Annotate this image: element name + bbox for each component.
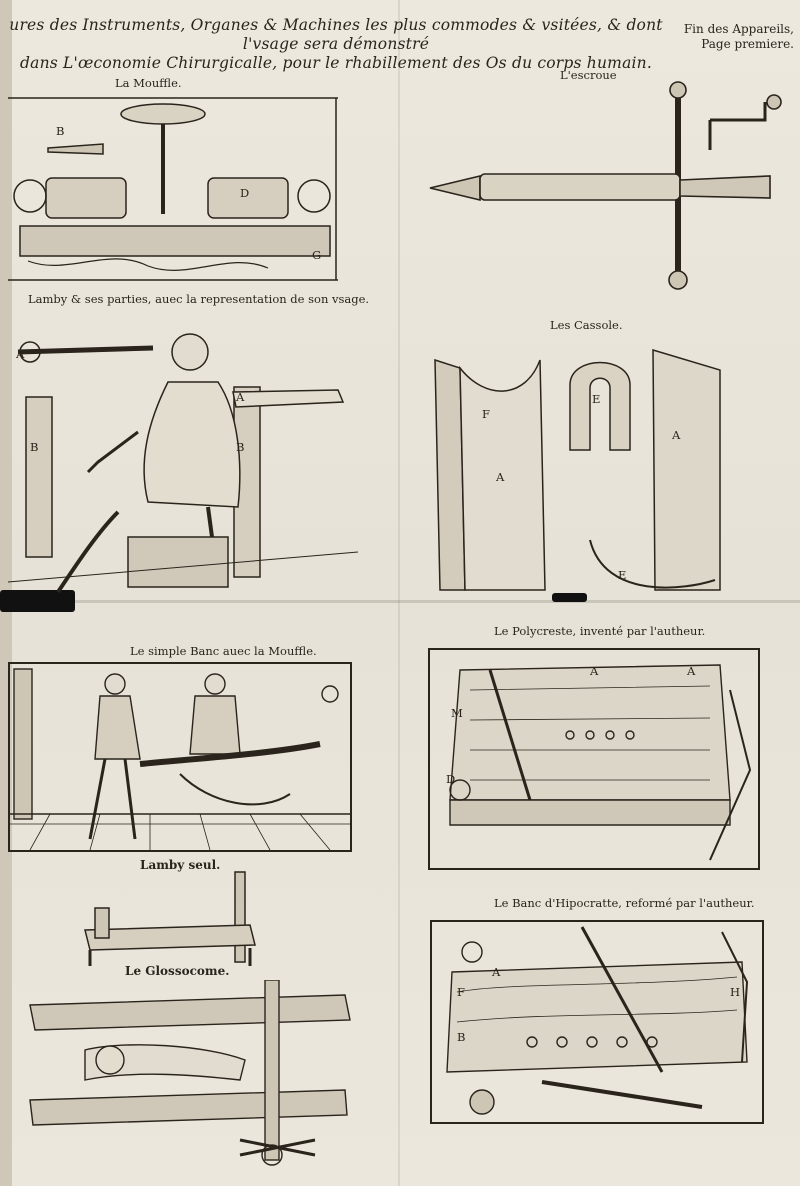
page-reference-line: Page premiere.	[701, 37, 794, 51]
caption-glossocome: Le Glossocome.	[125, 964, 230, 978]
caption-la-mouffle: La Mouffle.	[115, 76, 182, 90]
letter-label: B	[457, 1030, 466, 1044]
plate-les-cassole	[425, 340, 730, 598]
letter-label: D	[446, 772, 456, 786]
letter-label: E	[592, 392, 601, 406]
letter-label: B	[56, 124, 65, 138]
caption-les-cassole: Les Cassole.	[550, 318, 623, 332]
page-reference	[674, 22, 794, 52]
letter-label: F	[482, 407, 490, 421]
plate-polycreste	[428, 648, 760, 870]
letter-label: A	[672, 428, 681, 442]
letter-label: B	[30, 440, 39, 454]
caption-polycreste: Le Polycreste, inventé par l'autheur.	[494, 624, 706, 638]
letter-label: A	[16, 347, 25, 361]
plate-banc-hipocratte	[430, 920, 764, 1124]
title-line: ures des Instruments, Organes & Machines les plus commodes & vsitées, & dont l'vsage sera démonstré	[9, 16, 663, 53]
letter-label: A	[496, 470, 505, 484]
caption-banc-hipocratte: Le Banc d'Hipocratte, reformé par l'autheur.	[494, 896, 755, 910]
page-title	[6, 16, 666, 73]
fold-line	[398, 0, 400, 1186]
letter-label: A	[492, 965, 501, 979]
plate-glossocome	[25, 980, 355, 1180]
letter-label: G	[312, 248, 322, 262]
caption-lescroue: L'escroue	[560, 68, 617, 82]
plate-lescroue	[420, 80, 790, 290]
letter-label: B	[236, 440, 245, 454]
plate-lamby-parties	[8, 312, 360, 600]
plate-simple-banc	[8, 662, 352, 852]
letter-label: A	[236, 390, 245, 404]
caption-simple-banc: Le simple Banc auec la Mouffle.	[130, 644, 317, 658]
fold-line	[0, 600, 800, 603]
letter-label: A	[687, 664, 696, 678]
caption-lamby-parties: Lamby & ses parties, auec la representation de son vsage.	[28, 292, 370, 306]
letter-label: H	[730, 985, 741, 999]
page-reference-line: Fin des Appareils,	[683, 22, 794, 36]
caption-lamby-seul: Lamby seul.	[140, 858, 221, 872]
letter-label: M	[451, 706, 463, 720]
letter-label: A	[590, 664, 599, 678]
letter-label: D	[240, 186, 250, 200]
title-line: dans L'œconomie Chirurgicalle, pour le rhabillement des Os du corps humain.	[20, 54, 652, 72]
letter-label: E	[618, 568, 627, 582]
plate-lamby-seul	[75, 870, 265, 970]
letter-label: F	[457, 985, 465, 999]
